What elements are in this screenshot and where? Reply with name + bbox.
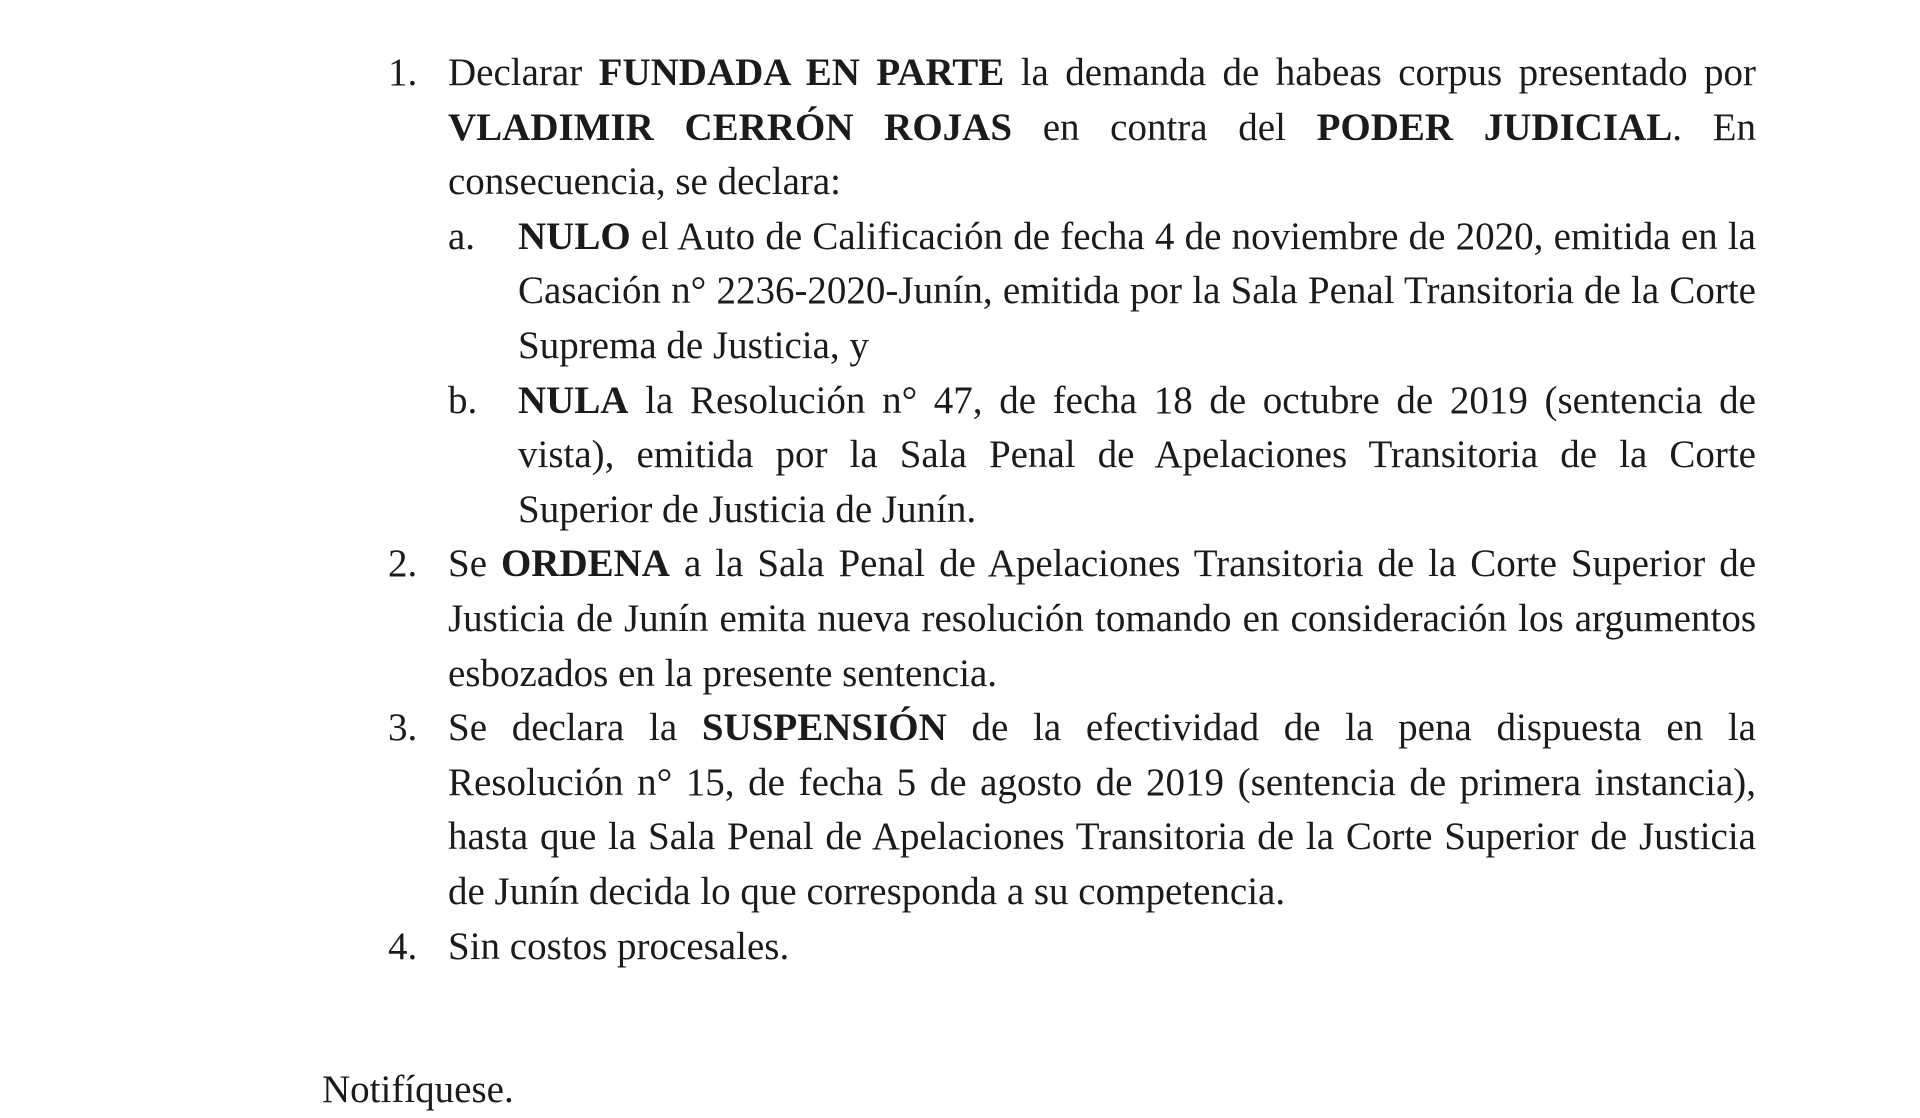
item-bold-text: VLADIMIR CERRÓN ROJAS [448, 105, 1013, 149]
sub-item-b [448, 374, 1756, 538]
sub-item-letter: a. [448, 214, 476, 258]
list-item-4 [388, 920, 1756, 975]
item-number: 3. [388, 706, 418, 750]
sub-item-text: la Resolución n° 47, de fecha 18 de octubre de 2019 (sentencia de vista), emitida por la Sala Penal de Apelaciones Transitoria de la Corte Superior de Justicia de Junín. [518, 378, 1756, 531]
list-item-3 [388, 701, 1756, 919]
item-text: Sin costos procesales. [448, 924, 790, 968]
item-text: en contra del [1012, 105, 1317, 149]
sub-item-bold-text: NULO [518, 214, 631, 258]
item-text: de la efectividad de la pena dispuesta en la Resolución n° 15, de fecha 5 de agosto de 2019 (sentencia de primera instancia), hasta que la Sala Penal de Apelaciones Transitoria de la Corte Superior de Justicia de Junín decida lo que corresponda a su competencia. [448, 706, 1756, 913]
item-text: . En consecuencia, se declara: [448, 105, 1756, 204]
item-bold-text: FUNDADA EN PARTE [598, 51, 1005, 94]
sub-list [448, 210, 1756, 538]
sub-item-a [448, 210, 1756, 374]
item-text: Se [448, 542, 501, 586]
item-text: Declarar [448, 51, 599, 94]
item-number: 4. [388, 924, 418, 968]
item-text: Se declara la [448, 706, 702, 750]
item-number: 1. [388, 51, 418, 94]
cut-off-footer-text: Notifíquese. [322, 1068, 514, 1111]
item-number: 2. [388, 542, 418, 586]
item-bold-text: SUSPENSIÓN [701, 706, 947, 750]
sub-item-letter: b. [448, 378, 478, 422]
sub-item-text: el Auto de Calificación de fecha 4 de noviembre de 2020, emitida en la Casación n° 2236-2020-Junín, emitida por la Sala Penal Transitoria de la Corte Suprema de Justicia, y [518, 214, 1756, 367]
item-text: a la Sala Penal de Apelaciones Transitoria de la Corte Superior de Justicia de Junín emita nueva resolución tomando en consideración los argumentos esbozados en la presente sentencia. [448, 542, 1756, 695]
list-item-2 [388, 537, 1756, 701]
item-bold-text: PODER JUDICIAL [1316, 105, 1673, 149]
resolutive-list [388, 46, 1756, 974]
sub-item-bold-text: NULA [518, 378, 629, 422]
item-bold-text: ORDENA [500, 542, 670, 586]
list-item-1 [388, 46, 1756, 537]
item-text: la demanda de habeas corpus presentado por [1004, 51, 1756, 94]
